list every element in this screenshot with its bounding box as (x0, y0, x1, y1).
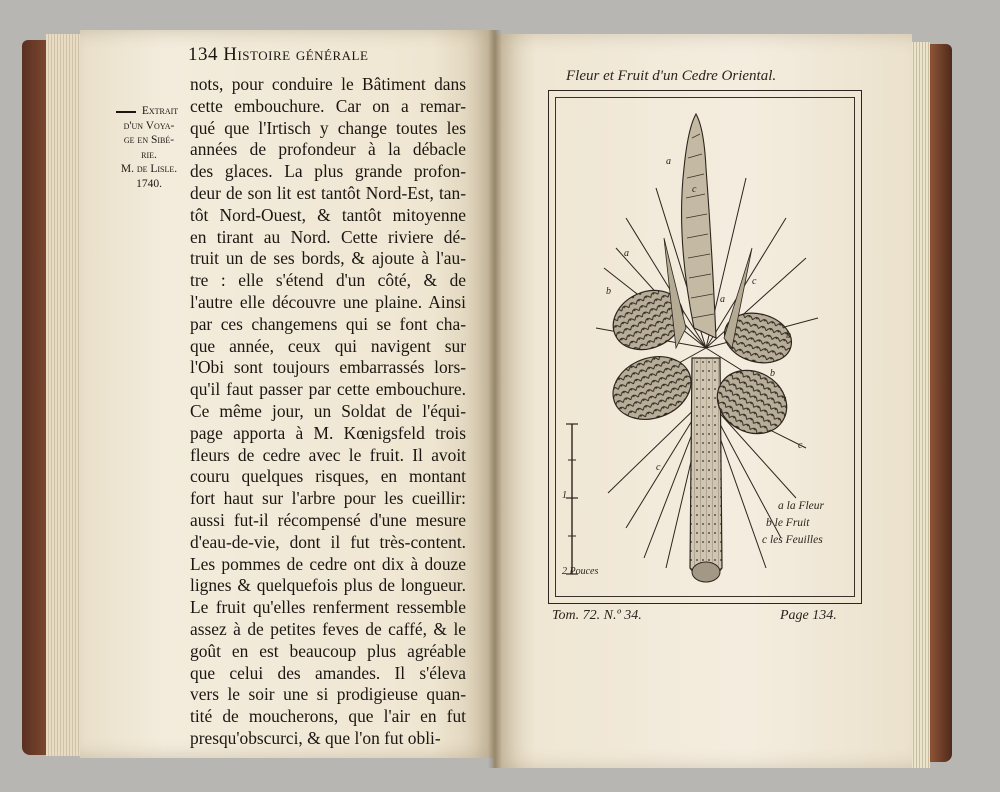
margin-note-line: 1740. (136, 177, 162, 190)
body-line: tôt Nord-Ouest, & tantôt mitoyenne (190, 204, 466, 225)
plate-letter-a: a (624, 248, 629, 259)
body-line: que celui des amandes. Il s'éleva (190, 662, 466, 683)
body-line: d'eau-de-vie, dont il fut très-content. (190, 531, 466, 552)
body-line: fleurs de cedre avec le fruit. Il avoit (190, 444, 466, 465)
legend-item: b le Fruit (766, 517, 810, 529)
body-line: Les pommes de cedre ont dix à douze (190, 553, 466, 574)
body-line: qué que l'Irtisch y change toutes les (190, 117, 466, 138)
body-line: page apporta à M. Kœnigsfeld trois (190, 422, 466, 443)
body-text (190, 74, 466, 750)
plate-letter-c: c (692, 184, 697, 195)
body-line: par ces changemens qui se font cha- (190, 313, 466, 334)
flower-spike (682, 114, 716, 338)
plate-letter-b: b (770, 368, 775, 379)
plate-letter-a: a (666, 156, 671, 167)
margin-note-line: M. de Lisle. (120, 163, 178, 176)
stem (690, 358, 722, 579)
plate-letter-b: b (786, 330, 791, 341)
plate-title: Fleur et Fruit d'un Cedre Oriental. (566, 68, 777, 84)
body-line: aussi fut-il récompensé d'une mesure (190, 509, 466, 530)
body-line: truit un de ses bords, & ajoute à l'au- (190, 248, 466, 269)
body-line: cette embouchure. Car on a remar- (190, 95, 466, 116)
body-line: Ce même jour, un Soldat de l'équi- (190, 400, 466, 421)
running-head: 134 Histoire générale (188, 44, 369, 65)
plate-letter-c: c (656, 462, 661, 473)
body-line: qu'il faut passer par cette embouchure. (190, 379, 466, 400)
body-line: nots, pour conduire le Bâtiment dans (190, 74, 466, 94)
book-gutter (488, 30, 502, 768)
body-line: tre : elle s'étend d'un côté, & de (190, 270, 466, 291)
body-line: fort haut sur l'arbre pour les cueillir: (190, 488, 466, 509)
margin-note-line: ge en Sibé- (123, 134, 175, 147)
margin-note-line: rie. (141, 148, 157, 161)
plate-letter-c: c (752, 276, 757, 287)
plate-letter-a: a (720, 294, 725, 305)
body-line: lignes & quelquefois plus de longueur. (190, 575, 466, 596)
body-line: des glaces. La plus grande profon- (190, 161, 466, 182)
body-line: Le fruit qu'elles renferment ressemble (190, 597, 466, 618)
body-line: presqu'obscurci, & que l'on fut obli- (190, 727, 441, 748)
body-line: deur de son lit est tantôt Nord-Est, tan- (190, 182, 466, 203)
plate-footer-right: Page 134. (780, 608, 837, 623)
plate-legend (762, 498, 852, 549)
body-line: goût en est beaucoup plus agréable (190, 640, 466, 661)
body-line: en tirant au Nord. Cette riviere dé- (190, 226, 466, 247)
scale-label: 1 (562, 490, 567, 501)
body-line: tité de moucherons, que l'air en fut (190, 706, 466, 727)
body-line: années de profondeur à la débacle (190, 139, 466, 160)
body-line: vers le soir une si prodigieuse quan- (190, 684, 466, 705)
margin-note-line: Extrait (141, 105, 179, 117)
legend-item: a la Fleur (778, 500, 824, 512)
body-line: assez à de petites feves de caffé, & le (190, 618, 466, 639)
body-line: que année, ceux qui navigent sur (190, 335, 466, 356)
scale-bar (566, 424, 578, 574)
scale-label: 2 Pouces (562, 566, 599, 577)
margin-note (108, 104, 190, 192)
plate-letter-b: b (606, 286, 611, 297)
body-line: l'Obi sont toujours embarrassés lors- (190, 357, 466, 378)
legend-item: c les Feuilles (762, 534, 823, 546)
plate-footer-left: Tom. 72. N.º 34. (552, 608, 642, 623)
body-line: couru quelques risques, en montant (190, 466, 466, 487)
margin-note-line: d'un Voya- (123, 119, 175, 132)
plate-letter-c: c (798, 440, 803, 451)
margin-rule (116, 111, 136, 113)
body-line: l'autre elle découvre une plaine. Ainsi (190, 291, 466, 312)
